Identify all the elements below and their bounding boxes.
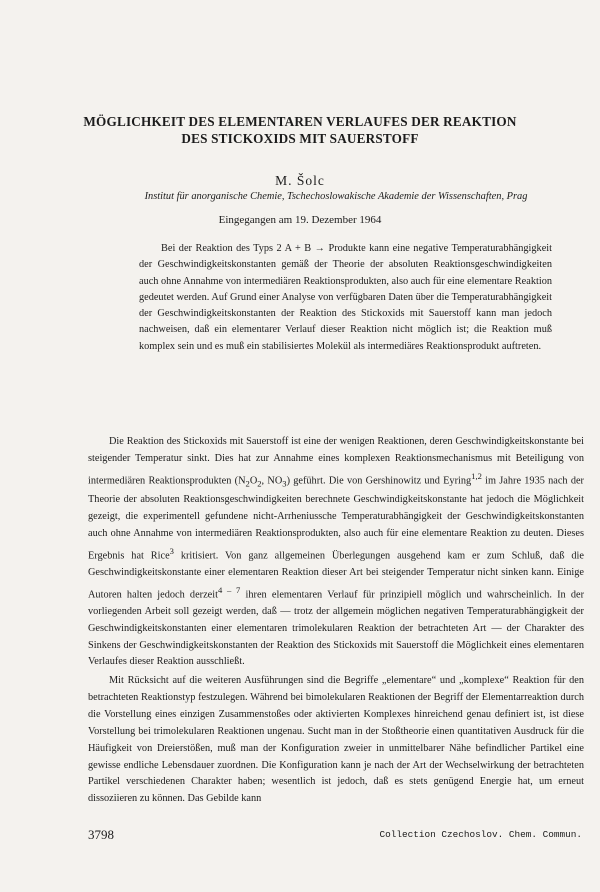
- article-body: [88, 434, 584, 808]
- received-date: Eingegangen am 19. Dezember 1964: [218, 214, 382, 226]
- body-text: Die Reaktion des Stickoxids mit Sauerstoff ist eine der wenigen Reaktionen, deren Geschwindigkeitskonstante bei steigender Temperatur sinkt. Dies hat zur Annahme eines komplexen Reaktionsmechanismus mit Beteiligung von intermediären Reaktionsprodukten (N: [88, 436, 584, 487]
- title-line-1: MÖGLICHKEIT DES ELEMENTAREN VERLAUFES DER REAKTION: [83, 114, 517, 129]
- journal-name: Collection Czechoslov. Chem. Commun.: [379, 829, 582, 840]
- page-number: 3798: [88, 827, 114, 842]
- abstract: Bei der Reaktion des Typs 2 A + B → Produkte kann eine negative Temperaturabhängigkeit der Geschwindigkeitskonstanten gemäß der Theorie der absoluten Reaktionsgeschwindigkeiten auch ohne Annahme von intermediären Reaktionsprodukten, also auch für eine elementare Reaktion gedeutet werden. Auf Grund einer Analyse von verfügbaren Daten über die Temperaturabhängigkeit der Geschwindigkeitskonstanten der Reaktion des Stickoxids mit Sauerstoff kann man jedoch nachweisen, daß ein elementarer Verlauf dieser Reaktion nicht möglich ist; die Reaktion muß komplex sein und es muß ein stabilisiertes Molekül als intermediäres Reaktionsprodukt auftreten.: [139, 243, 552, 352]
- author-affiliation: Institut für anorganische Chemie, Tschechoslowakische Akademie der Wissenschaften, Prag: [144, 191, 528, 202]
- body-text: , NO: [261, 475, 283, 487]
- subscript: 2: [245, 478, 250, 489]
- body-text: ) geführt. Die von Gershinowitz und Eyring: [286, 475, 472, 487]
- citation-reference: 1,2: [471, 470, 482, 481]
- subscript: 2: [257, 478, 262, 489]
- citation-reference: 3: [169, 545, 174, 556]
- author-name: M. Šolc: [275, 173, 325, 188]
- body-text: kritisiert. Von ganz allgemeinen Überlegungen ausgehend kam er zum Schluß, daß die Geschwindigkeitskonstante einer elementaren Reaktion dieser Art bei steigender Temperatur nicht sinken kann. Einige Autoren halten jedoch derzeit: [88, 549, 584, 601]
- subscript: 3: [282, 478, 287, 489]
- body-paragraph-2: Mit Rücksicht auf die weiteren Ausführungen sind die Begriffe „elementare“ und „komplexe“ Reaktion für den betrachteten Reaktionstyp festzulegen. Während bei bimolekularen Reaktionen der Begriff der Elementarreaktion durch die Vorstellung eines einzigen Zusammenstoßes oder aktivierten Komplexes hinreichend genau definiert ist, ist diese Vorstellung bei trimolekularen Reaktionen ungenau. Sucht man in der Stoßtheorie einen quantitativen Ausdruck für die Häufigkeit von Dreierstößen, muß man der Konfiguration zweier in unmittelbarer Nähe befindlicher Partikel eine gewisse endliche Lebensdauer zuordnen. Die Konfiguration kann je nach der Art der Wechselwirkung der betrachteten Partikel verschiedenen Charakter haben; wesentlich ist jedoch, daß es stets genügend Energie hat, um erneut dissoziieren zu können. Das Gebilde kann: [88, 675, 584, 805]
- body-text: im Jahre 1935 nach der Theorie der absoluten Reaktionsgeschwindigkeiten berechnete Geschwindigkeitskonstante hat jedoch die Möglichkeit gezeigt, die experimentell gefundene nicht-Arrheniussche Temperaturabhängigkeit der Geschwindigkeitskonstanten auch ohne Annahme von intermediären Reaktionsprodukten, also auch für eine elementare Reaktion zu deuten. Dieses Ergebnis hat Rice: [88, 475, 584, 561]
- citation-reference: 4 – 7: [217, 584, 241, 595]
- title-line-2: DES STICKOXIDS MIT SAUERSTOFF: [181, 131, 419, 146]
- body-paragraph-1: [88, 434, 584, 671]
- article-title: [40, 113, 560, 147]
- body-text: O: [249, 475, 258, 487]
- body-text: ihren elementaren Verlauf für prinzipiell möglich und wahrscheinlich. In der vorliegenden Arbeit soll gezeigt werden, daß — trotz der allgemein möglichen negativen Temperaturabhängigkeit der Geschwindigkeitskonstanten einer elementaren trimolekularen Reaktion der betrachteten Art — der Charakter des Sinkens der Geschwindigkeitskonstanten der Reaktion des Stickoxids mit Sauerstoff die Möglichkeit eines elementaren Verlaufes dieser Reaktion ausschließt.: [88, 589, 584, 668]
